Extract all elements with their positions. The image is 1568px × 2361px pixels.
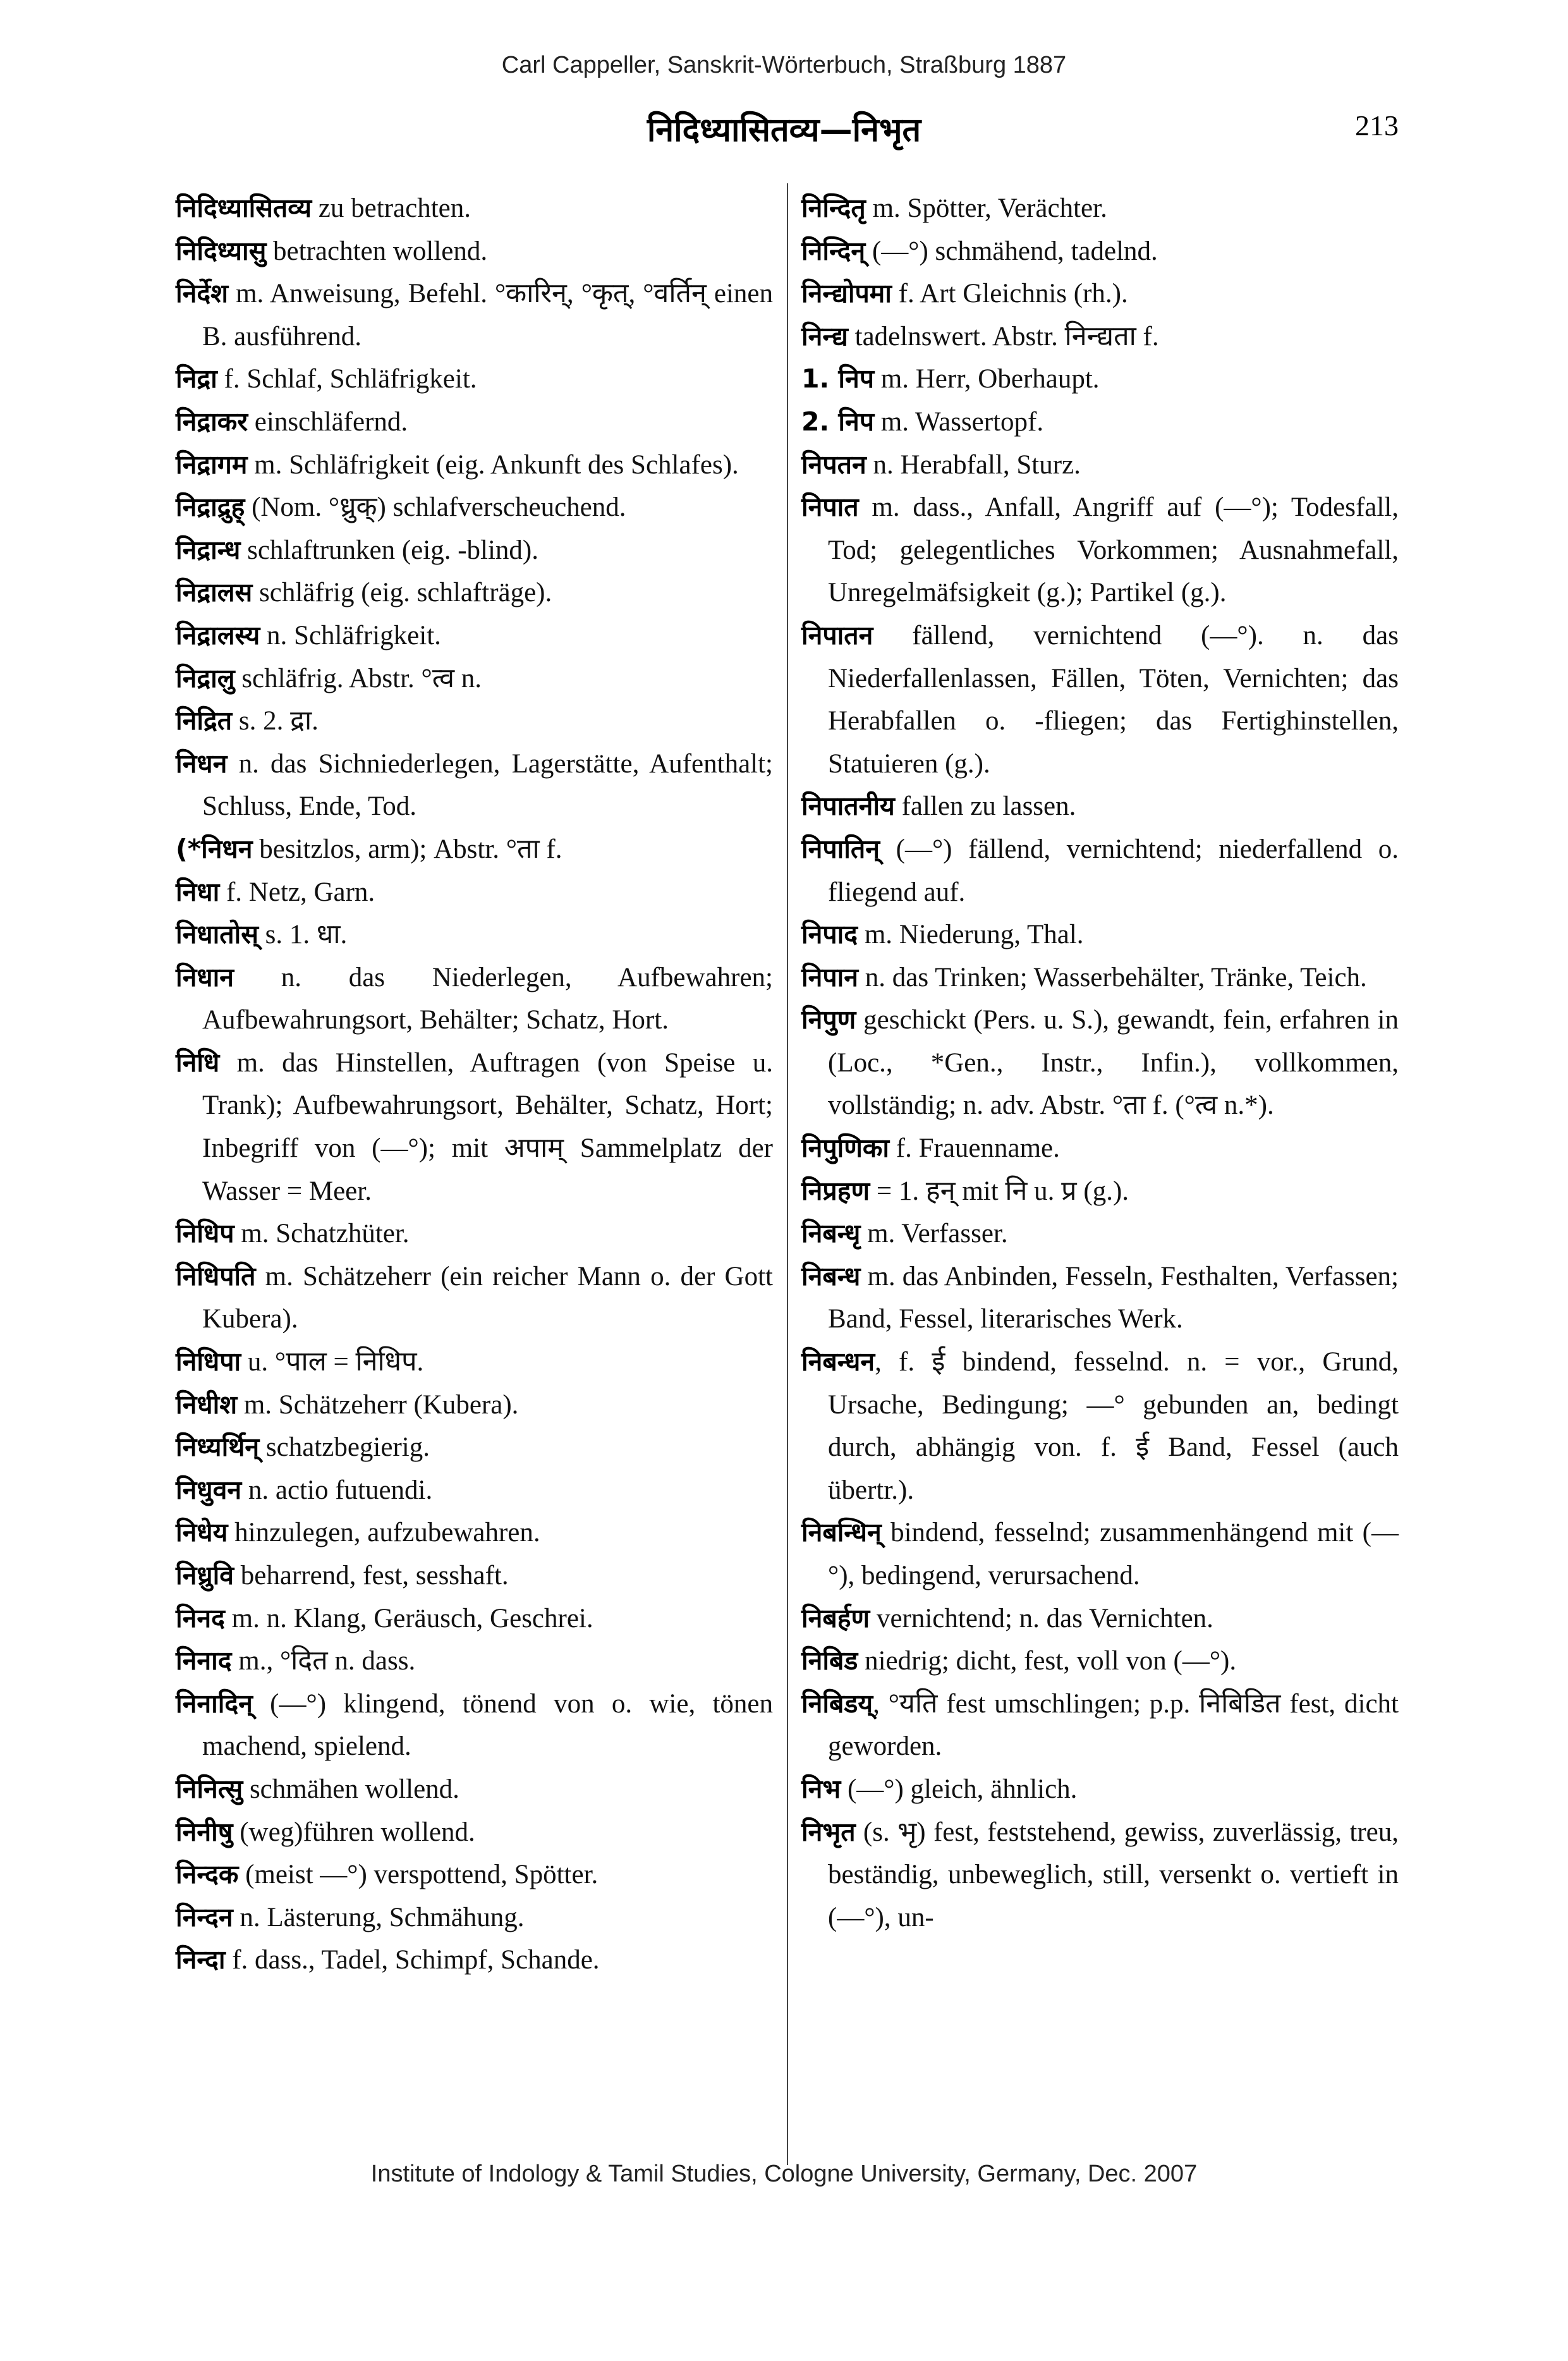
dictionary-entry (801, 1341, 1399, 1511)
entry-headword: निद्रित (176, 705, 233, 736)
dictionary-entry (801, 828, 1399, 913)
dictionary-entry (176, 230, 773, 273)
dictionary-entry (176, 187, 773, 230)
dictionary-entry (801, 401, 1399, 444)
dictionary-entry (801, 1511, 1399, 1597)
entry-definition: schläfrig (eig. schlafträge). (252, 578, 552, 608)
entry-headword: (*निधन (176, 833, 253, 864)
dictionary-entry (176, 1939, 773, 1982)
dictionary-entry (801, 315, 1399, 358)
entry-headword: निद्राकर (176, 406, 248, 437)
entry-headword: निन्दक (176, 1859, 239, 1890)
entry-definition: , f. ई bindend, fesselnd. n. = vor., Grund, Ursache, Bedingung; —° gebunden an, bedingt durch, abhängig von. f. ई Band, Fessel (auch übertr.). (828, 1347, 1399, 1505)
dictionary-entry (801, 1811, 1399, 1939)
dictionary-entry (801, 956, 1399, 999)
entry-headword: निभृत (801, 1816, 856, 1847)
dictionary-entry (176, 657, 773, 700)
dictionary-entry (176, 1384, 773, 1427)
dictionary-entry (801, 272, 1399, 315)
entry-definition: n. Schläfrigkeit. (260, 620, 441, 650)
entry-definition: m. dass., Anfall, Angriff auf (—°); Todesfall, Tod; gelegentliches Vorkommen; Ausnahmefall, Unregelmäfsigkeit (g.); Partikel (g.). (828, 492, 1399, 608)
entry-definition: (—°) gleich, ähnlich. (841, 1774, 1078, 1804)
entry-definition: n. das Sichniederlegen, Lagerstätte, Aufenthalt; Schluss, Ende, Tod. (202, 748, 773, 822)
dictionary-entry (801, 614, 1399, 785)
entry-headword: निधीश (176, 1389, 238, 1420)
dictionary-entry (176, 401, 773, 444)
entry-definition: (weg)führen wollend. (233, 1817, 475, 1847)
entry-headword: निधान (176, 961, 234, 992)
entry-headword: निधिपति (176, 1260, 256, 1291)
entry-definition: zu betrachten. (312, 193, 471, 223)
entry-definition: schmähen wollend. (243, 1774, 459, 1804)
entry-headword: 2. निप (801, 406, 875, 437)
dictionary-entry (176, 1768, 773, 1811)
entry-headword: निबन्ध (801, 1260, 861, 1291)
entry-headword: निधि (176, 1047, 220, 1078)
dictionary-entry (176, 486, 773, 529)
dictionary-entry (801, 1255, 1399, 1341)
dictionary-entry (801, 1683, 1399, 1768)
dictionary-entry (176, 1811, 773, 1854)
entry-definition: m. Niederung, Thal. (858, 920, 1084, 950)
entry-definition: = 1. हन् mit नि u. प्र (g.). (870, 1176, 1129, 1206)
footer-credit: Institute of Indology & Tamil Studies, Cologne University, Germany, Dec. 2007 (370, 2161, 1198, 2187)
entry-definition: m. Wassertopf. (874, 406, 1044, 437)
dictionary-entry (176, 956, 773, 1042)
dictionary-entry (176, 529, 773, 572)
entry-headword: निबन्धृ (801, 1218, 861, 1249)
dictionary-entry (801, 187, 1399, 230)
entry-definition: besitzlos, arm); Abstr. °ता f. (252, 834, 562, 864)
entry-headword: निपतन (801, 449, 866, 480)
entry-definition: f. dass., Tadel, Schimpf, Schande. (225, 1945, 600, 1975)
dictionary-entry (176, 1896, 773, 1939)
entry-headword: निबिड (801, 1645, 858, 1676)
entry-headword: निध्रुवि (176, 1560, 234, 1590)
entry-definition: m. das Hinstellen, Auftragen (von Speise u. Trank); Aufbewahrungsort, Behälter, Schatz, Hort; Inbegriff von (—°); mit अपाम् Sammelplatz der Wasser = Meer. (202, 1047, 773, 1206)
entry-definition: betrachten wollend. (266, 236, 488, 266)
dictionary-entry (801, 230, 1399, 273)
entry-definition: (s. भृ) fest, feststehend, gewiss, zuverlässig, treu, beständig, unbeweglich, still, versenkt o. vertieft in (—°), un- (828, 1817, 1399, 1932)
entry-headword: निध्यर्थिन् (176, 1432, 260, 1463)
dictionary-entry (176, 1469, 773, 1512)
entry-definition: m. Herr, Oberhaupt. (874, 364, 1100, 394)
entry-definition: f. Schlaf, Schläfrigkeit. (217, 364, 477, 394)
entry-definition: , °यति fest umschlingen; p.p. निबिडित fest, dicht geworden. (828, 1688, 1399, 1762)
dictionary-entry (801, 1640, 1399, 1683)
entry-headword: निधा (176, 876, 220, 907)
entry-definition: einschläfernd. (248, 406, 408, 437)
dictionary-entry (801, 1768, 1399, 1811)
dictionary-entry (801, 358, 1399, 401)
entry-headword: निपातन (801, 619, 873, 650)
dictionary-entry (176, 1640, 773, 1683)
entry-headword: निपातिन् (801, 833, 880, 864)
entry-definition: hinzulegen, aufzubewahren. (228, 1518, 540, 1548)
dictionary-entry (801, 486, 1399, 614)
entry-headword: निनित्सु (176, 1773, 243, 1804)
entry-definition: (—°) klingend, tönend von o. wie, tönen machend, spielend. (202, 1688, 773, 1762)
entry-headword: निन्दन (176, 1901, 233, 1932)
entry-headword: निनद (176, 1602, 225, 1633)
entry-headword: निबिडय् (801, 1688, 873, 1719)
entry-headword: निदिध्यासु (176, 235, 267, 266)
entry-headword: निपात (801, 492, 859, 523)
entry-headword: निपान (801, 961, 859, 992)
entry-headword: निन्द्योपमा (801, 278, 892, 309)
dictionary-entry (801, 444, 1399, 487)
entry-headword: निद्रान्ध (176, 534, 241, 565)
dictionary-entry (176, 1853, 773, 1896)
dictionary-entry (176, 1255, 773, 1341)
left-column (176, 187, 773, 1982)
right-column (801, 187, 1399, 1939)
entry-headword: निभ (801, 1773, 841, 1804)
entry-headword: निद्रालु (176, 662, 235, 693)
dictionary-entry (176, 1597, 773, 1640)
dictionary-entry (176, 871, 773, 914)
entry-definition: (Nom. °ध्रुक्) schlafverscheuchend. (245, 492, 626, 523)
entry-headword: निनादिन् (176, 1688, 253, 1719)
entry-headword: निन्द्य (801, 320, 848, 351)
dictionary-entry (176, 1341, 773, 1384)
entry-headword: निन्दिन् (801, 235, 866, 266)
entry-definition: schatzbegierig. (259, 1432, 430, 1463)
dictionary-entry (176, 614, 773, 657)
entry-definition: beharrend, fest, sesshaft. (234, 1561, 509, 1590)
entry-headword: निद्रालस (176, 577, 253, 608)
entry-headword: निर्देश (176, 278, 229, 309)
entry-headword: निपातनीय (801, 791, 895, 822)
entry-headword: निद्रालस्य (176, 619, 260, 650)
column-divider (787, 183, 788, 2165)
entry-headword: निधिपा (176, 1346, 241, 1377)
entry-headword: निधातोस् (176, 919, 258, 950)
page-number: 213 (1355, 109, 1399, 142)
entry-definition: schläfrig. Abstr. °त्व n. (234, 663, 482, 693)
entry-headword: निन्दितृ (801, 193, 866, 223)
dictionary-entry (176, 700, 773, 743)
dictionary-entry (801, 1212, 1399, 1255)
entry-headword: निपुण (801, 1004, 856, 1035)
dictionary-entry (176, 913, 773, 956)
dictionary-entry (801, 1170, 1399, 1213)
dictionary-entry (176, 1426, 773, 1469)
entry-definition: m. das Anbinden, Fesseln, Festhalten, Verfassen; Band, Fessel, literarisches Werk. (828, 1261, 1399, 1334)
dictionary-entry (176, 1554, 773, 1597)
entry-headword: 1. निप (801, 363, 875, 394)
dictionary-entry (176, 1212, 773, 1255)
entry-headword: निपाद (801, 919, 858, 950)
entry-headword: निन्दा (176, 1944, 226, 1975)
entry-definition: u. °पाल = निधिप. (241, 1347, 424, 1377)
dictionary-entry (801, 785, 1399, 828)
entry-definition: f. Frauenname. (889, 1133, 1060, 1164)
entry-definition: m. Spötter, Verächter. (865, 193, 1107, 223)
entry-headword: निधुवन (176, 1474, 242, 1505)
entry-definition: tadelnswert. Abstr. निन्द्यता f. (848, 321, 1159, 351)
entry-headword: निदिध्यासितव्य (176, 193, 312, 223)
entry-headword: निनीषु (176, 1816, 233, 1847)
dictionary-entry (176, 1042, 773, 1212)
entry-definition: m. Verfasser. (860, 1219, 1008, 1249)
entry-definition: vernichtend; n. das Vernichten. (870, 1603, 1213, 1633)
entry-definition: s. 2. द्रा. (232, 706, 319, 736)
entry-definition: (—°) fällend, vernichtend; niederfallend o. fliegend auf. (828, 834, 1399, 907)
dictionary-entry (176, 1683, 773, 1768)
entry-definition: n. Lästerung, Schmähung. (233, 1902, 525, 1932)
dictionary-entry (176, 272, 773, 358)
dictionary-entry (801, 999, 1399, 1127)
entry-headword: निपुणिका (801, 1133, 890, 1164)
entry-definition: m., °दित n. dass. (231, 1646, 416, 1676)
entry-definition: n. actio futuendi. (241, 1475, 433, 1505)
entry-definition: bindend, fesselnd; zusammenhängend mit (—°), bedingend, verursachend. (828, 1518, 1399, 1590)
entry-definition: niedrig; dicht, fest, voll von (—°). (858, 1646, 1237, 1676)
entry-definition: f. Netz, Garn. (219, 877, 375, 907)
entry-headword: निद्रागम (176, 449, 248, 480)
dictionary-entry (176, 828, 773, 871)
dictionary-entry (801, 913, 1399, 956)
dictionary-entry (176, 571, 773, 614)
entry-definition: m. n. Klang, Geräusch, Geschrei. (224, 1603, 593, 1633)
source-credit: Carl Cappeller, Sanskrit-Wörterbuch, Straßburg 1887 (501, 52, 1067, 78)
entry-definition: (meist —°) verspottend, Spötter. (238, 1860, 599, 1890)
entry-headword: निनाद (176, 1645, 232, 1676)
entry-definition: schlaftrunken (eig. -blind). (240, 535, 538, 565)
dictionary-entry (176, 1511, 773, 1554)
dictionary-entry (801, 1127, 1399, 1170)
dictionary-entry (176, 743, 773, 828)
entry-definition: n. das Trinken; Wasserbehälter, Tränke, Teich. (858, 962, 1367, 992)
entry-definition: fallen zu lassen. (894, 791, 1076, 822)
entry-definition: m. Schätzeherr (ein reicher Mann o. der Gott Kubera). (202, 1261, 773, 1334)
entry-definition: fällend, vernichtend (—°). n. das Niederfallenlassen, Fällen, Töten, Vernichten; das Herabfallen o. -fliegen; das Fertighinstellen, Statuieren (g.). (828, 620, 1399, 779)
dictionary-entry (801, 1597, 1399, 1640)
entry-headword: निबन्धन (801, 1346, 875, 1377)
entry-headword: निधिप (176, 1218, 234, 1249)
entry-headword: निधेय (176, 1517, 228, 1548)
entry-definition: s. 1. धा. (258, 920, 348, 950)
entry-headword: निप्रहण (801, 1175, 870, 1206)
entry-definition: m. Schatzhüter. (234, 1219, 410, 1249)
entry-definition: m. Schläfrigkeit (eig. Ankunft des Schlafes). (247, 449, 739, 480)
entry-headword: निधन (176, 748, 228, 779)
entry-headword: निबर्हण (801, 1602, 870, 1633)
entry-headword: निबन्धिन् (801, 1517, 882, 1548)
dictionary-entry (176, 444, 773, 487)
entry-definition: m. Schätzeherr (Kubera). (237, 1389, 519, 1420)
entry-definition: f. Art Gleichnis (rh.). (891, 279, 1128, 309)
entry-definition: n. das Niederlegen, Aufbewahren; Aufbewahrungsort, Behälter; Schatz, Hort. (202, 962, 773, 1035)
entry-headword: निद्रा (176, 363, 217, 394)
entry-headword: निद्राद्रुह् (176, 492, 245, 523)
dictionary-entry (176, 358, 773, 401)
entry-definition: m. Anweisung, Befehl. °कारिन्, °कृत्, °वर्तिन् einen B. ausführend. (202, 279, 773, 351)
entry-definition: n. Herabfall, Sturz. (866, 449, 1081, 480)
running-head: निदिध्यासितव्य—निभृत (647, 111, 921, 149)
entry-definition: geschickt (Pers. u. S.), gewandt, fein, erfahren in (Loc., *Gen., Instr., Infin.), vollkommen, vollständig; n. adv. Abstr. °ता f. (°त्व n.*). (828, 1005, 1399, 1121)
entry-definition: (—°) schmähend, tadelnd. (865, 236, 1158, 266)
